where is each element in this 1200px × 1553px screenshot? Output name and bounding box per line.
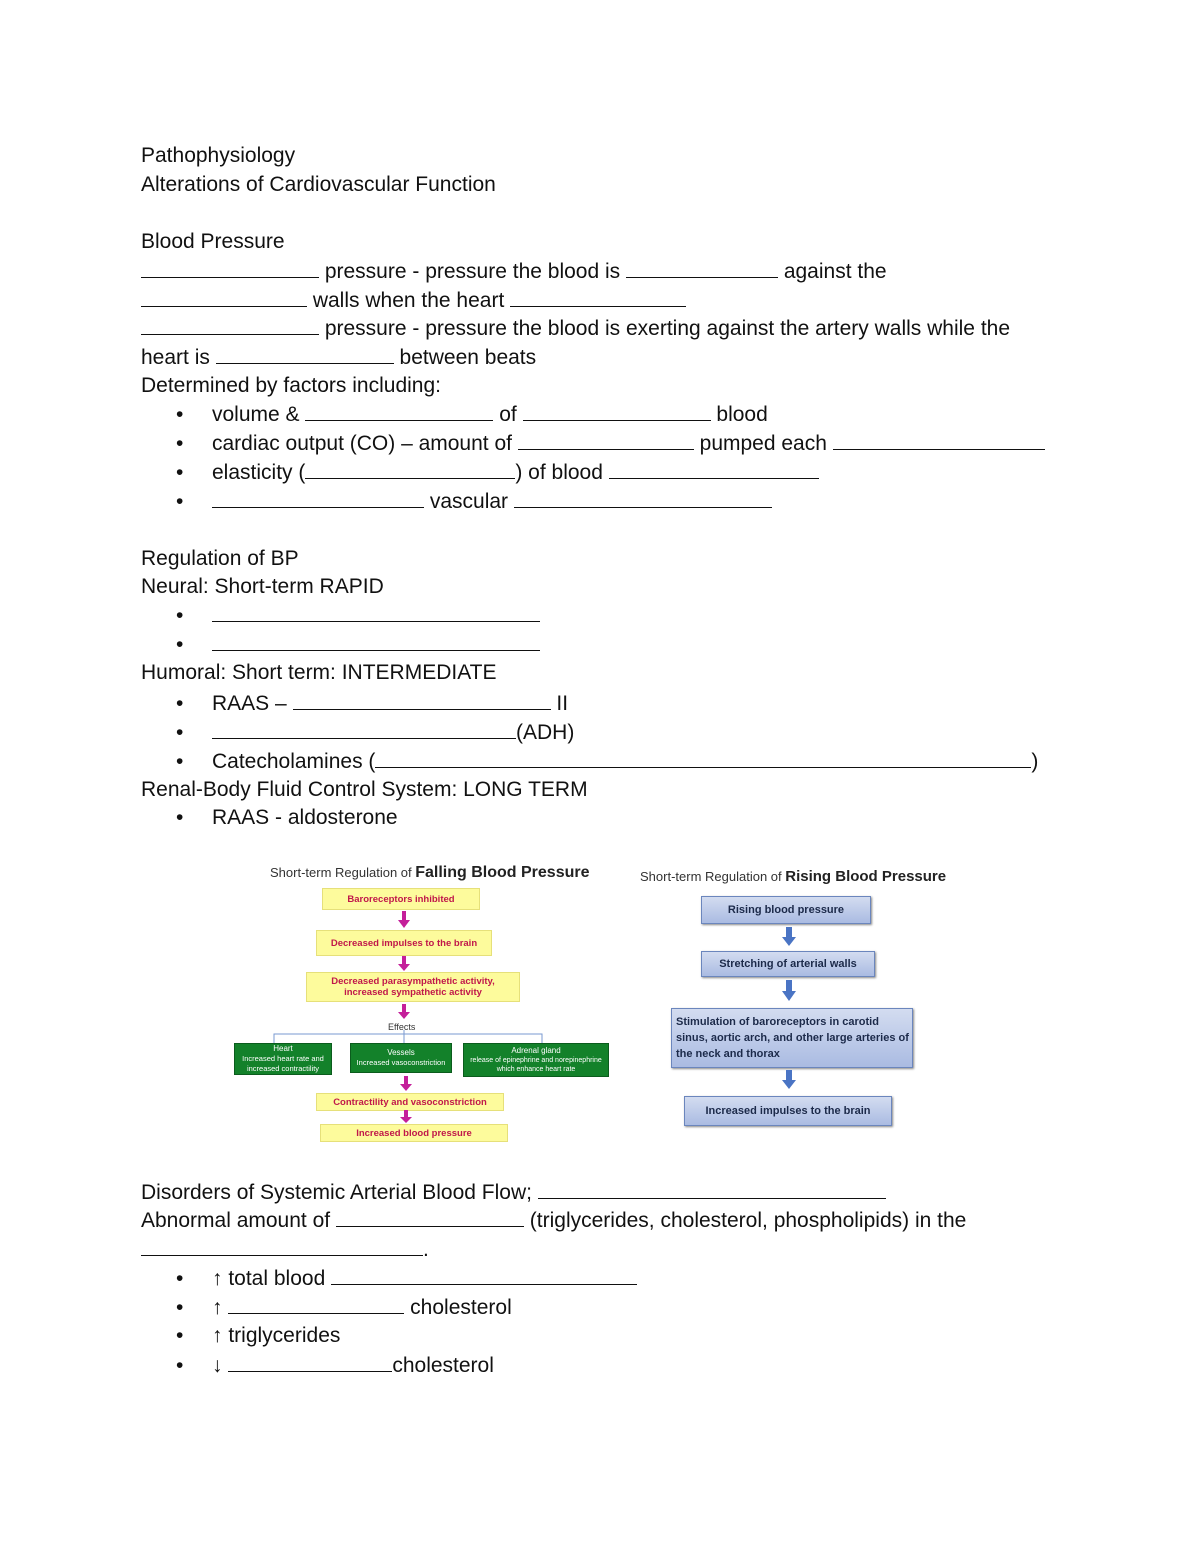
down-arrow-icon [398,956,410,972]
down-arrow-icon [398,1004,410,1020]
rising-step-3: Stimulation of baroreceptors in carotid sinus, aortic arch, and other large arteries of the neck and thorax [671,1008,913,1068]
blank[interactable] [609,458,819,479]
factor-bullet: • vascular [176,487,772,516]
disorders-line-3: . [141,1235,429,1264]
blank[interactable] [228,1293,404,1314]
down-arrow-icon [400,1110,412,1124]
blank[interactable] [212,630,540,651]
renal-heading: Renal-Body Fluid Control System: LONG TERM [141,778,588,801]
neural-bullet: • [176,601,540,630]
falling-bp-diagram [230,860,620,1150]
falling-step-2: Decreased impulses to the brain [316,930,492,956]
blank[interactable] [331,1264,637,1285]
neural-heading: Neural: Short-term RAPID [141,575,384,598]
effect-adrenal: Adrenal gland release of epinephrine and norepinephrine which enhance heart rate [463,1043,609,1077]
down-arrow-icon [400,1076,412,1092]
effects-label: Effects [388,1022,416,1032]
course-title: Pathophysiology [141,144,296,167]
lipid-bullet: • ↑ total blood [176,1264,637,1293]
blank[interactable] [216,343,394,364]
bp-heading: Blood Pressure [141,230,285,253]
blank[interactable] [305,458,515,479]
down-arrow-icon [782,980,796,1002]
disorders-line-2: Abnormal amount of (triglycerides, cholesterol, phospholipids) in the [141,1206,966,1235]
lipid-bullet: • ↑ cholesterol [176,1293,512,1322]
rising-step-2: Stretching of arterial walls [701,951,875,977]
down-arrow-icon [782,1070,796,1090]
neural-bullet: • [176,630,540,659]
effect-vessels: Vessels Increased vasoconstriction [350,1043,452,1073]
renal-bullet: • RAAS - aldosterone [176,806,398,829]
bp-line-3: pressure - pressure the blood is exerting against the artery walls while the [141,314,1010,343]
lipid-bullet: • ↑ triglycerides [176,1324,341,1347]
factor-bullet: • elasticity ( ) of blood [176,458,819,487]
blank[interactable] [212,487,424,508]
branch-connector [230,1030,620,1044]
blank[interactable] [626,257,778,278]
blank[interactable] [523,400,711,421]
regulation-heading: Regulation of BP [141,547,299,570]
topic-title: Alterations of Cardiovascular Function [141,173,496,196]
rising-step-1: Rising blood pressure [701,896,871,924]
blank[interactable] [538,1178,886,1199]
bp-line-1: pressure - pressure the blood is against the [141,257,887,286]
blank[interactable] [141,257,319,278]
humoral-heading: Humoral: Short term: INTERMEDIATE [141,661,497,684]
blank[interactable] [375,747,1031,768]
blank[interactable] [141,286,307,307]
effect-heart: Heart Increased heart rate and increased contractility [234,1043,332,1075]
blank[interactable] [141,1235,423,1256]
rising-step-4: Increased impulses to the brain [684,1096,892,1126]
bp-line-2: walls when the heart [141,286,686,315]
blank[interactable] [212,601,540,622]
rising-bp-diagram [636,862,976,1132]
blank[interactable] [336,1206,524,1227]
blank[interactable] [141,314,319,335]
blank[interactable] [518,429,694,450]
falling-step-4: Contractility and vasoconstriction [316,1093,504,1111]
rising-diagram-title: Short-term Regulation of Rising Blood Pressure [640,868,947,885]
factors-heading: Determined by factors including: [141,374,441,397]
blank[interactable] [514,487,772,508]
falling-diagram-title: Short-term Regulation of Falling Blood Pressure [270,864,590,881]
falling-step-1: Baroreceptors inhibited [322,888,480,910]
humoral-bullet: • (ADH) [176,718,574,747]
humoral-bullet: • RAAS – II [176,689,568,718]
blank[interactable] [305,400,493,421]
down-arrow-icon [398,911,410,929]
down-arrow-icon [782,927,796,947]
blank[interactable] [293,689,551,710]
factor-bullet: • cardiac output (CO) – amount of pumped each [176,429,1045,458]
falling-step-5: Increased blood pressure [320,1124,508,1142]
blank[interactable] [212,718,516,739]
humoral-bullet: • Catecholamines ( ) [176,747,1038,776]
blank[interactable] [510,286,686,307]
blank[interactable] [228,1351,392,1372]
factor-bullet: • volume & of blood [176,400,768,429]
lipid-bullet: • ↓ cholesterol [176,1351,494,1380]
blank[interactable] [833,429,1045,450]
disorders-line-1: Disorders of Systemic Arterial Blood Flow; [141,1178,886,1207]
falling-step-3: Decreased parasympathetic activity, increased sympathetic activity [306,972,520,1002]
bp-line-4: heart is between beats [141,343,536,372]
